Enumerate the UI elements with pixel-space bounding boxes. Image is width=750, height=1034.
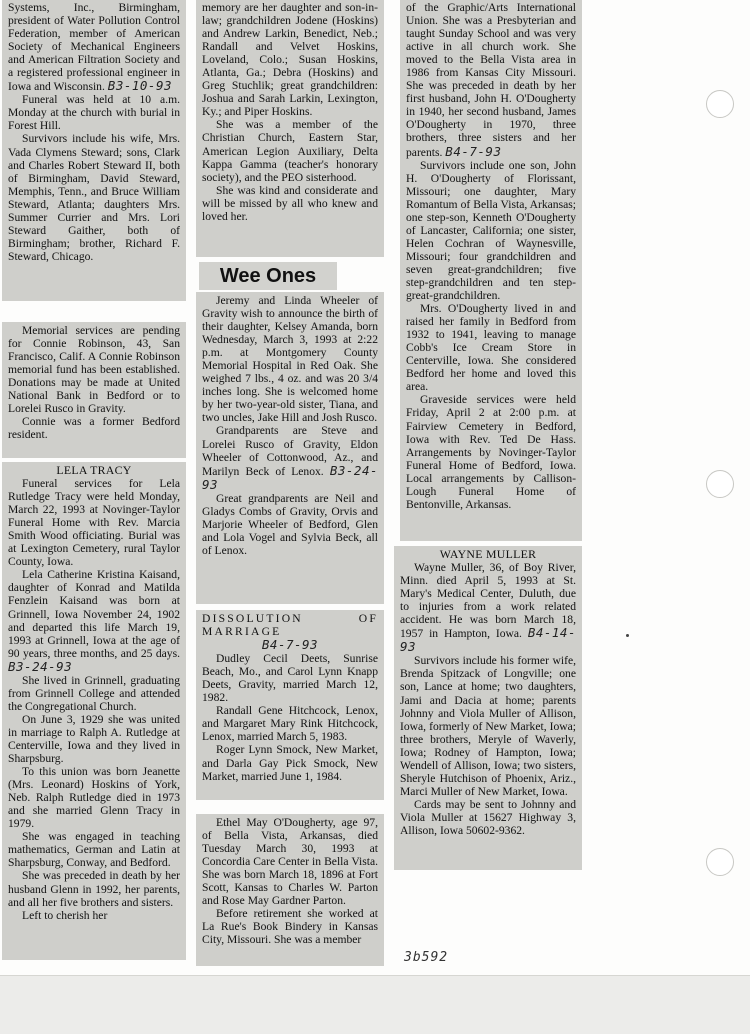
ethel-church-paragraph: of the Graphic/Arts International Union. She was a Presbyterian and taught Sunday School and was very active in all church work. She moved to the Bella Vista area in 1986 from Kansas City Missouri. She was preceded in death by her first husband, John H. O'Dougherty in 1940, her second husband, James O'Dougherty in 1970, three brothers, three sisters and her parents. [406,1,576,159]
scan-speck [626,634,629,637]
handwritten-date: B4-14-93 [400,625,576,655]
lela-remembrance-paragraph: She was kind and considerate and will be missed by all who knew and loved her. [202,183,378,223]
lela-family-paragraph: To this union was born Jeanette (Mrs. Leonard) Hoskins of York, Neb. Ralph Rutledge died in 1973 and she married Glenn Tracy in 1979. [8,765,180,831]
handwritten-date: B4-7-93 [445,143,502,159]
lela-marriage-paragraph: On June 3, 1929 she was united in marriage to Ralph A. Rutledge at Centerville, Iowa and they lived in Sharpsburg. [8,712,180,766]
scan-background [0,975,750,1034]
lela-preceded-paragraph: She was preceded in death by her husband Glenn in 1992, her parents, and all her five brothers and sisters. [8,869,180,909]
steward-survivors-paragraph: Survivors include his wife, Mrs. Vada Clymens Steward; sons, Clark and Charles Robert Steward II, both of Birmingham, David Steward, Memphis, Tenn., and Bruce William Steward, Atlanta; daughters Mrs. Summer Currier and Mrs. Lori Steward Gaither, both of Birmingham; brother, Richard F. Steward, Chicago. [8,132,180,263]
dissolution-heading: DISSOLUTION OF MARRIAGE [202,612,378,639]
steward-funeral-paragraph: Funeral was held at 10 a.m. Monday at the church with burial in Forest Hill. [8,93,180,133]
lela-memberships-paragraph: She was a member of the Christian Church, Eastern Star, American Legion Auxiliary, Delta Kappa Gamma (teacher's honorary society), and the PEO sisterhood. [202,118,378,184]
steward-obituary-clipping [2,0,186,301]
lela-birth-paragraph: Lela Catherine Kristina Kaisand, daughter of Konrad and Matilda Fenzlein Kaisand was born at Grinnell, Iowa November 24, 1902 and departed this life March 19, 1993 at Grinnell, Iowa at the age of 90 years, three months, and 25 days. [8,568,180,660]
wayne-muller-heading: WAYNE MULLER [439,547,537,561]
lela-survivors-paragraph: memory are her daughter and son-in-law; grandchildren Jodene (Hoskins) and Andrew Larkin, Benedict, Neb.; Randall and Velvet Hoskins, Loveland, Colo.; Susan Hoskins, Atlanta, Ga.; Debra (Hoskins) and Greg Stuchlik; great grandchildren: Joshua and Sarah Larkin, Lexington, Ky.; and Piper Hoskins. [202,1,378,119]
robinson-memorial-paragraph: Memorial services are pending for Connie Robinson, 43, San Francisco, Calif. A Connie Robinson memorial fund has been established. Donations may be made at United National Bank in Bedford or to Lorelei Rusco in Gravity. [8,324,180,416]
lela-continued-paragraph: Left to cherish her [22,908,108,922]
lela-tracy-continued-clipping [196,0,384,257]
binder-hole-top [706,90,734,118]
robinson-resident-paragraph: Connie was a former Bedford resident. [8,415,180,442]
binder-hole-middle [706,470,734,498]
lela-funeral-paragraph: Funeral services for Lela Rutledge Tracy were held Monday, March 22, 1993 at Novinger-Taylor Funeral Home with Rev. Marcia Smith Wood officiating. Burial was at Lexington Cemetery, rural Taylor County, Iowa. [8,477,180,569]
deets-dissolution-paragraph: Dudley Cecil Deets, Sunrise Beach, Mo., and Carol Lynn Knapp Deets, Gravity, married March 12, 1982. [202,652,378,705]
wayne-survivors-paragraph: Survivors include his former wife, Brenda Spitzack of Longville; one son, Lance at home; two daughters, Jami and Dacia at home; parents Johnny and Viola Muller of Allison, Iowa, formerly of New Market, Iowa; three brothers, Meryle of Waverly, Iowa; Rodney of Hampton, Iowa; Wendell of Allison, Iowa; two sisters, Sheryle Hutchison of Phoenix, Ariz., Marci Muller of New Market, Iowa. [400,654,576,798]
ethel-survivors-paragraph: Survivors include one son, John H. O'Dougherty of Florissant, Missouri; one daughter, Mary Romantum of Bella Vista, Arkansas; one step-son, Kenneth O'Dougherty of Lancaster, California; one sister, Helen Cochran of Waynesville, Missouri; four grandchildren and seven great-grandchildren; five step-grandchildren and ten step-great-grandchildren. [406,158,576,303]
ethel-death-paragraph: Ethel May O'Dougherty, age 97, of Bella Vista, Arkansas, died Tuesday March 30, 1993 at Concordia Care Center in Bella Vista. She was born March 18, 1896 at Fort Scott, Kansas to Charles W. Parton and Rose May Gardner Parton. [202,816,378,908]
lela-education-paragraph: She lived in Grinnell, graduating from Grinnell College and attended the Congregational Church. [8,673,180,713]
smock-dissolution-paragraph: Roger Lynn Smock, New Market, and Darla Gay Pick Smock, New Market, married June 1, 1984. [202,743,378,783]
wayne-cards-paragraph: Cards may be sent to Johnny and Viola Muller at 15627 Highway 3, Allison, Iowa 50602-9362. [400,797,576,837]
lela-tracy-heading: LELA TRACY [56,463,132,477]
lela-tracy-obituary-clipping [2,462,186,960]
wheeler-great-grandparents-paragraph: Great grandparents are Neil and Gladys Combs of Gravity, Orvis and Marjorie Wheeler of Bedford, Glen and Lola Vogel and Sylvia Beck, all of Lenox. [202,491,378,557]
wee-ones-birth-clipping [196,292,384,604]
ethel-career-paragraph: Before retirement she worked at La Rue's Book Bindery in Kansas City, Missouri. She was a member [202,907,378,947]
wheeler-birth-paragraph: Jeremy and Linda Wheeler of Gravity wish to announce the birth of their daughter, Kelsey Amanda, born Wednesday, March 3, 1993 at 2:22 p.m. at Montgomery County Memorial Hospital in Red Oak. She weighed 7 lbs., 4 oz. and was 20 3/4 inches long. She is welcomed home by her two-year-old sister, Tiana, and two uncles, Jake Hill and Josh Rusco. [202,294,378,425]
ethel-odougherty-obituary-clipping [196,814,384,966]
handwritten-date: B3-24-93 [202,462,378,492]
handwritten-page-note: 3b592 [404,950,449,965]
ethel-odougherty-continued-clipping [400,0,582,541]
wheeler-grandparents-paragraph: Grandparents are Steve and Lorelei Rusco of Gravity, Eldon Wheeler of Cottonwood, Az., and Marilyn Beck of Lenox. [202,424,378,478]
lela-teaching-paragraph: She was engaged in teaching mathematics, German and Latin at Sharpsburg, Conway, and Bedford. [8,830,180,870]
ethel-bedford-paragraph: Mrs. O'Dougherty lived in and raised her family in Bedford from 1932 to 1941, leaving to manage Cobb's Ice Cream Store in Centerville, Iowa. She considered Bedford her home and loved this area. [406,302,576,394]
hitchcock-dissolution-paragraph: Randall Gene Hitchcock, Lenox, and Margaret Mary Rink Hitchcock, Lenox, married March 5, 1983. [202,704,378,744]
wayne-muller-obituary-clipping [394,546,582,870]
wayne-death-paragraph: Wayne Muller, 36, of Boy River, Minn. died April 5, 1993 at St. Mary's Medical Center, Duluth, due to injuries from a work related accident. He was born March 18, 1957 in Hampton, Iowa. [400,561,576,641]
ethel-graveside-paragraph: Graveside services were held Friday, April 2 at 2:00 p.m. at Fairview Cemetery in Bedford, Iowa with Rev. Ted De Hass. Arrangements by Novinger-Taylor Funeral Home of Bedford, Iowa. Local arrangements by Callison-Lough Funeral Home of Bentonville, Arkansas. [406,393,576,511]
steward-obituary-text: Systems, Inc., Birmingham, president of Water Pollution Control Federation, member of American Society of Mechanical Engineers and American Filtration Society and a registered professional engineer in Iowa and Wisconsin. [8,1,180,94]
handwritten-date: B4-7-93 [261,637,319,653]
handwritten-date: B3-10-93 [107,78,173,94]
robinson-memorial-clipping [2,322,186,458]
wee-ones-heading: Wee Ones [199,262,337,290]
handwritten-date: B3-24-93 [8,658,73,674]
dissolution-of-marriage-clipping [196,610,384,800]
binder-hole-bottom [706,848,734,876]
